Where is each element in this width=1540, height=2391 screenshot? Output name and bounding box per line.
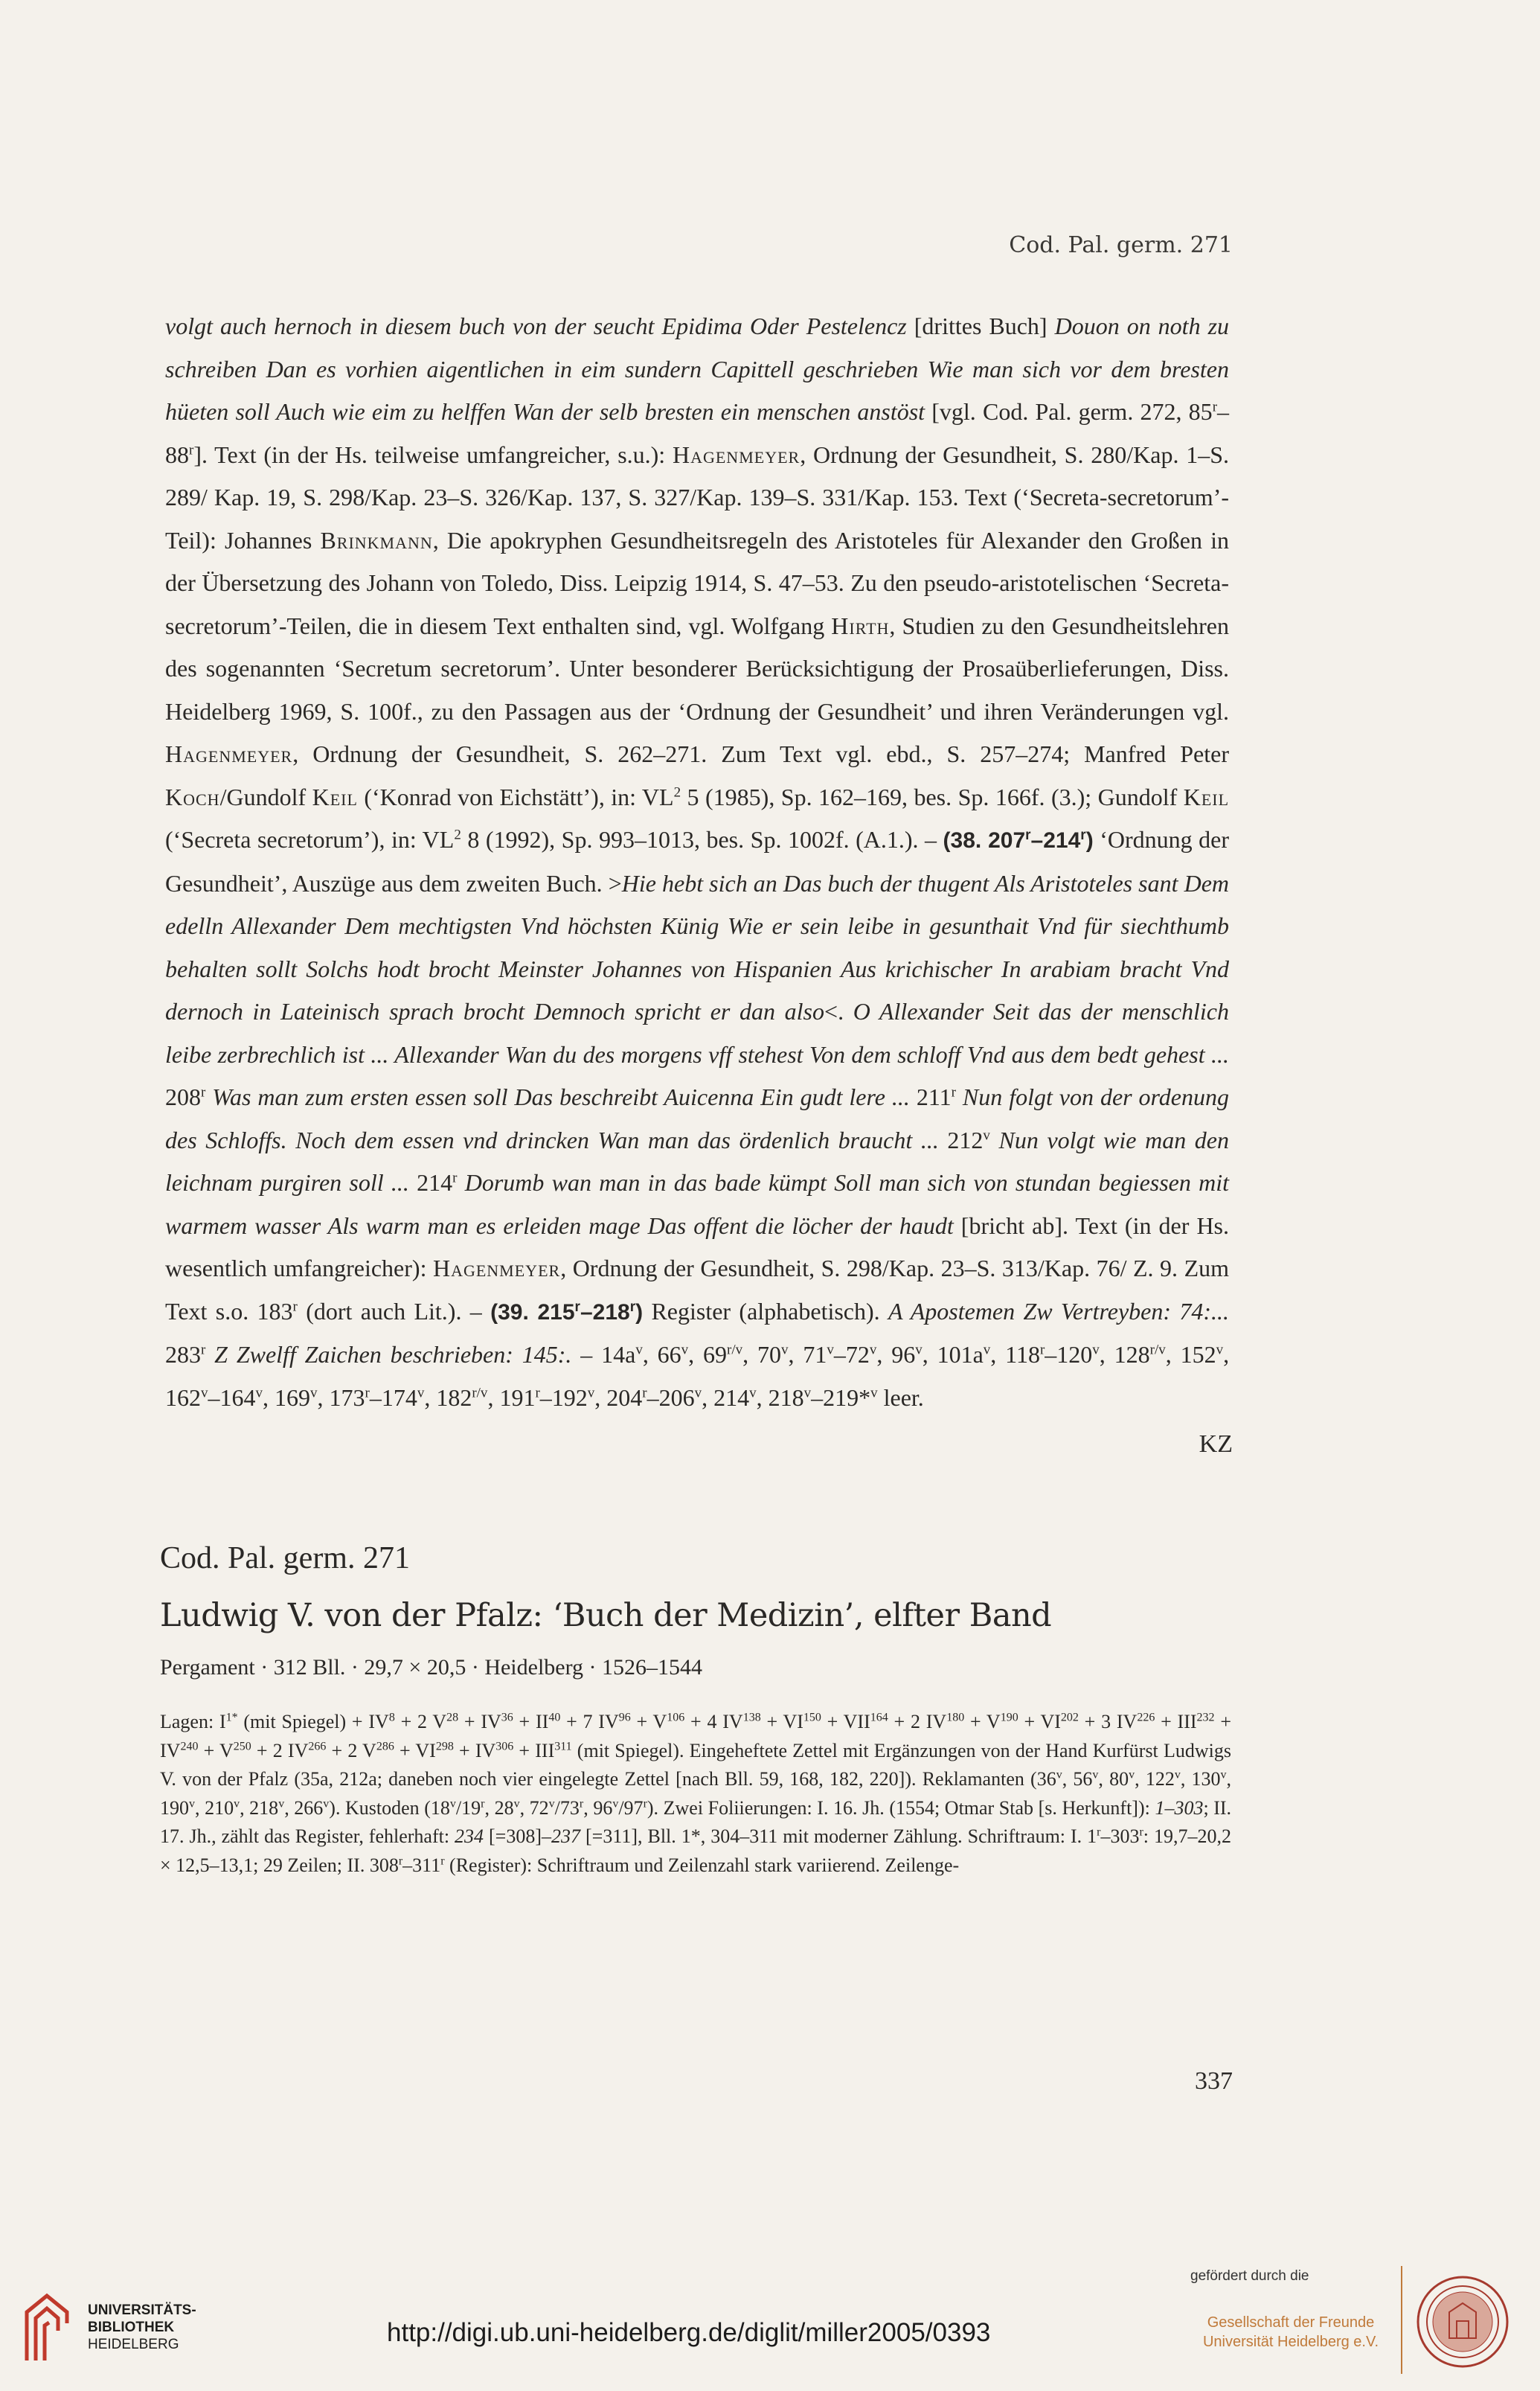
author-name: Hagenmeyer bbox=[432, 1255, 561, 1281]
text-run: ) bbox=[1085, 828, 1094, 853]
ub-heidelberg-logo-icon bbox=[21, 2290, 73, 2364]
sup: v bbox=[749, 1384, 757, 1401]
text-run: (‘Konrad von Eichstätt’), in: VL bbox=[357, 783, 674, 810]
folio-ref: , 191 bbox=[487, 1383, 536, 1411]
folio-ref: , 173 bbox=[317, 1383, 365, 1411]
sup: v bbox=[1216, 1342, 1224, 1358]
sup: r bbox=[201, 1084, 206, 1101]
folio-ref: , 101a bbox=[922, 1341, 984, 1368]
folio-ref: 283 bbox=[165, 1341, 201, 1368]
sup: r bbox=[452, 1170, 458, 1186]
text-italic: Dorumb wan man in das bade kümpt Soll man sich von stundan begiessen mit warmem wasser Als warm man es erleiden mage Das offent die löcher der haudt bbox=[165, 1169, 1230, 1239]
sup: 138 bbox=[742, 1711, 761, 1724]
sup: v bbox=[1092, 1342, 1100, 1358]
text-run: + IV bbox=[160, 1711, 1231, 1761]
text-run: (39. 215 bbox=[490, 1299, 575, 1325]
sup: v bbox=[1174, 1768, 1181, 1782]
text-run: + 2 V bbox=[394, 1711, 447, 1732]
sup: r bbox=[579, 1797, 584, 1811]
sup: v bbox=[612, 1797, 619, 1811]
text-run: , 80 bbox=[1098, 1768, 1129, 1790]
text-italic: 1–303 bbox=[1155, 1796, 1204, 1819]
text-run: , Ordnung der Gesundheit, S. 280/Kap. 1–S. 289/ Kap. 19, S. 298/Kap. 23–S. 326/Kap. 137, S. 327/Kap. 139–S. 331/Kap. 153. Text (‘Secreta-secretorum’-Teil): Johannes bbox=[165, 441, 1230, 554]
folio-ref: –206 bbox=[647, 1383, 695, 1411]
author-initials: KZ bbox=[1199, 1430, 1233, 1458]
text-run: + 4 IV bbox=[684, 1711, 743, 1732]
sup: 2 bbox=[454, 827, 461, 843]
entry-meta: Pergament · 312 Bll. · 29,7 × 20,5 · Heidelberg · 1526–1544 bbox=[160, 1655, 703, 1680]
sup: v bbox=[417, 1384, 425, 1401]
sup: 2 bbox=[673, 784, 681, 800]
text-run: + 2 IV bbox=[251, 1739, 309, 1761]
text-run: + III bbox=[1155, 1711, 1197, 1732]
text-run: , 96 bbox=[583, 1796, 613, 1819]
text-run: 8 (1992), Sp. 993–1013, bes. Sp. 1002f. (A.1.). – bbox=[461, 826, 943, 853]
text-run: + VI bbox=[394, 1739, 436, 1761]
text-run: (38. 207 bbox=[943, 828, 1026, 853]
sup: r bbox=[201, 1342, 206, 1358]
text-run: , 122 bbox=[1135, 1768, 1175, 1790]
folio-ref: , 128 bbox=[1099, 1341, 1150, 1368]
sup: v bbox=[983, 1342, 991, 1358]
text-run: –88 bbox=[165, 398, 1230, 468]
author-name: Keil bbox=[312, 783, 358, 810]
sup: v bbox=[635, 1342, 643, 1358]
body-paragraph bbox=[165, 305, 1229, 1419]
folio-ref: , 69 bbox=[688, 1341, 728, 1368]
sup: v bbox=[234, 1797, 240, 1811]
folio-ref: , 162 bbox=[165, 1341, 1230, 1411]
folio-ref: , 214 bbox=[702, 1383, 750, 1411]
text-run: + IV bbox=[458, 1711, 501, 1732]
sup: v bbox=[278, 1797, 285, 1811]
folio-ref: , 182 bbox=[424, 1383, 472, 1411]
sup: v bbox=[803, 1384, 812, 1401]
sup: v bbox=[310, 1384, 318, 1401]
sup: 226 bbox=[1137, 1711, 1155, 1724]
folio-ref: leer. bbox=[877, 1383, 924, 1411]
sup: r bbox=[643, 1797, 647, 1811]
sup: v bbox=[323, 1797, 330, 1811]
text-run: ) bbox=[635, 1299, 644, 1325]
text-run: –214 bbox=[1030, 828, 1081, 853]
text-run: ). Zwei Foliierungen: I. 16. Jh. (1554; Otmar Stab [s. Herkunft]): bbox=[647, 1796, 1155, 1819]
sup: v bbox=[915, 1342, 923, 1358]
sup: v bbox=[983, 1127, 990, 1143]
footer-divider bbox=[1401, 2266, 1402, 2374]
author-name: Keil bbox=[1183, 783, 1230, 810]
sponsor-line: Gesellschaft der Freunde bbox=[1207, 2314, 1375, 2331]
folio-ref: , 169 bbox=[263, 1383, 310, 1411]
author-name: Brinkmann bbox=[320, 526, 433, 554]
sup: v bbox=[1092, 1768, 1099, 1782]
sup: r bbox=[1039, 1342, 1045, 1358]
text-run: ]. Text (in der Hs. teilweise umfangreicher, s.u.): bbox=[193, 441, 673, 468]
folio-ref: , 204 bbox=[594, 1383, 643, 1411]
sup: v bbox=[255, 1384, 263, 1401]
sup: r bbox=[398, 1854, 403, 1868]
text-run: ‘Ordnung der Gesundheit’, Auszüge aus dem zweiten Buch. > bbox=[165, 826, 1229, 897]
sup: 28 bbox=[446, 1711, 459, 1724]
text-run: , Ordnung der Gesundheit, S. 262–271. Zum Text vgl. ebd., S. 257–274; Manfred Peter bbox=[292, 740, 1229, 767]
text-run: + 2 V bbox=[326, 1739, 376, 1761]
text-run: Register (alphabetisch). bbox=[643, 1297, 888, 1325]
sup: 180 bbox=[946, 1711, 965, 1724]
text-italic: Was man zum ersten essen soll Das beschreibt Auicenna Ein gudt lere ... bbox=[205, 1084, 910, 1110]
text-italic: A Apostemen Zw Vertreyben: 74:... bbox=[888, 1297, 1230, 1325]
folio-ref: , 152 bbox=[1165, 1341, 1216, 1368]
text-run: [=311], Bll. 1*, 304–311 mit moderner Zählung. Schriftraum: I. 1 bbox=[580, 1825, 1097, 1848]
text-run: [drittes Buch] bbox=[906, 313, 1055, 339]
text-run: , 130 bbox=[1180, 1768, 1221, 1790]
sup: 1* bbox=[225, 1711, 238, 1724]
sup: r/v bbox=[1149, 1342, 1166, 1358]
sup: r bbox=[1025, 828, 1031, 843]
sup: 202 bbox=[1060, 1711, 1079, 1724]
text-italic: Douon on noth zu schreiben Dan es vorhien aigentlichen in eim sundern Capittell geschrieben Wie man sich vor dem bresten hüeten soll Auch wie eim zu helffen Wan der selb bresten ein menschen anstöst bbox=[165, 313, 1230, 425]
text-run: ). Kustoden (18 bbox=[329, 1796, 450, 1819]
sup: v bbox=[513, 1797, 520, 1811]
section-marker-39 bbox=[490, 1300, 643, 1325]
sup: 232 bbox=[1196, 1711, 1215, 1724]
sup: r bbox=[189, 441, 194, 458]
text-run: : 19,7–20,2 × 12,5–13,1; 29 Zeilen; II. 308 bbox=[160, 1825, 1231, 1876]
sup: v bbox=[681, 1342, 689, 1358]
author-name: Hagenmeyer bbox=[672, 441, 801, 468]
author-name: Hirth bbox=[831, 612, 890, 639]
text-run: + IV bbox=[453, 1739, 496, 1761]
sup: 36 bbox=[501, 1711, 513, 1724]
text-run: , 72 bbox=[519, 1796, 549, 1819]
sup: v bbox=[694, 1384, 702, 1401]
folio-ref: –174 bbox=[369, 1383, 417, 1411]
text-run: + 7 IV bbox=[560, 1711, 619, 1732]
text-italic: Nun volgt wie man den leichnam purgiren soll ... bbox=[165, 1126, 1230, 1196]
sup: r bbox=[535, 1384, 540, 1401]
text-run: [=308]– bbox=[484, 1825, 552, 1848]
sup: r bbox=[365, 1384, 370, 1401]
text-italic: Hie hebt sich an Das buch der thugent Als Aristoteles sant Dem edelln Allexander Dem mechtigsten Vnd höchsten Künig Wie er sein leibe in gesunthait Vnd für siechthumb behalten sollt Solchs hodt brocht Meinster Johannes von Hispanien Aus krichischer In arabiam bracht Vnd dernoch in Lateinisch sprach brocht Demnoch spricht er dan also bbox=[165, 869, 1230, 1025]
sup: r/v bbox=[727, 1342, 743, 1358]
author-name: Hagenmeyer bbox=[165, 740, 293, 767]
sup: r bbox=[440, 1854, 445, 1868]
folio-ref: – 14a bbox=[571, 1341, 636, 1368]
text-run: + VII bbox=[821, 1711, 870, 1732]
folio-ref: –192 bbox=[539, 1383, 588, 1411]
text-run: <. bbox=[824, 998, 853, 1025]
body-text bbox=[165, 305, 1229, 1419]
sup: r bbox=[292, 1298, 298, 1314]
text-run: , 190 bbox=[160, 1768, 1232, 1819]
sup: v bbox=[869, 1342, 877, 1358]
text-run: (mit Spiegel) + IV bbox=[237, 1711, 389, 1732]
folio-ref: 211 bbox=[909, 1084, 952, 1110]
sup: 240 bbox=[180, 1739, 199, 1753]
sup: 298 bbox=[435, 1739, 454, 1753]
folio-ref: –72 bbox=[833, 1341, 870, 1368]
text-run: ; II. 17. Jh., zählt das Register, fehlerhaft: bbox=[160, 1796, 1232, 1848]
library-name bbox=[88, 2302, 196, 2353]
folio-ref: 214 bbox=[408, 1169, 453, 1196]
shelfmark: Cod. Pal. germ. 271 bbox=[160, 1541, 410, 1575]
sup: r bbox=[642, 1384, 647, 1401]
text-run: , 218 bbox=[240, 1796, 279, 1819]
library-name-line: BIBLIOTHEK bbox=[88, 2320, 175, 2335]
page-number: 337 bbox=[1195, 2067, 1233, 2095]
text-run: , 210 bbox=[195, 1796, 234, 1819]
text-run: (dort auch Lit.). – bbox=[297, 1297, 491, 1325]
sup: v bbox=[449, 1797, 456, 1811]
sup: v bbox=[548, 1797, 555, 1811]
sup: v bbox=[827, 1342, 834, 1358]
sponsor-name bbox=[1190, 2313, 1391, 2352]
sup: 150 bbox=[803, 1711, 821, 1724]
entry-title: Ludwig V. von der Pfalz: ‘Buch der Medizin’, elfter Band bbox=[160, 1597, 1052, 1634]
text-run: /97 bbox=[618, 1796, 644, 1819]
folio-ref: –120 bbox=[1045, 1341, 1093, 1368]
sup: 40 bbox=[548, 1711, 561, 1724]
permalink-url[interactable]: http://digi.ub.uni-heidelberg.de/diglit/miller2005/0393 bbox=[387, 2318, 991, 2347]
sup: 311 bbox=[554, 1739, 572, 1753]
folio-ref: –164 bbox=[208, 1383, 256, 1411]
running-head: Cod. Pal. germ. 271 bbox=[1009, 232, 1233, 258]
sup: v bbox=[870, 1384, 878, 1401]
sup: 8 bbox=[388, 1711, 395, 1724]
sup: r bbox=[1080, 828, 1086, 843]
text-run: Lagen: I bbox=[160, 1711, 226, 1732]
codicological-description bbox=[160, 1708, 1231, 1881]
sup: r bbox=[1097, 1825, 1101, 1839]
sup: 266 bbox=[308, 1739, 327, 1753]
university-seal-icon bbox=[1416, 2275, 1509, 2369]
sup: v bbox=[1056, 1768, 1062, 1782]
text-run: [bricht ab]. Text (in der Hs. wesentlich umfangreicher): bbox=[165, 1211, 1230, 1281]
text-run: , Ordnung der Gesundheit, S. 298/Kap. 23–S. 313/Kap. 76/ Z. 9. Zum Text s.o. 183 bbox=[165, 1255, 1230, 1325]
text-run: (mit Spiegel). Eingeheftete Zettel mit Ergänzungen von der Hand Kurfürst Ludwigs V. von der Pfalz (35a, 212a; daneben noch vier eingelegte Zettel [nach Bll. 59, 168, 182, 220]). Reklamanten (36 bbox=[160, 1739, 1231, 1790]
text-run: + V bbox=[964, 1711, 1001, 1732]
text-run: + V bbox=[198, 1739, 234, 1761]
text-run: , Die apokryphen Gesundheitsregeln des Aristoteles für Alexander den Großen in der Übersetzung des Johann von Toledo, Diss. Leipzig 1914, S. 47–53. Zu den pseudo-aristotelischen ‘Secreta-secretorum’-Teilen, die in diesem Text enthalten sind, vgl. Wolfgang bbox=[165, 526, 1230, 639]
sup: 286 bbox=[376, 1739, 394, 1753]
text-run: + VI bbox=[1018, 1711, 1061, 1732]
text-run: 5 (1985), Sp. 162–169, bes. Sp. 166f. (3.); Gundolf bbox=[681, 783, 1184, 810]
sup: r bbox=[951, 1084, 956, 1101]
text-run: [vgl. Cod. Pal. germ. 272, 85 bbox=[925, 398, 1213, 425]
sup: r bbox=[481, 1797, 485, 1811]
folio-ref: , 71 bbox=[788, 1341, 827, 1368]
author-name: Koch bbox=[165, 783, 220, 810]
sup: r bbox=[629, 1299, 636, 1315]
folio-ref: 208 bbox=[165, 1084, 201, 1110]
text-italic: 237 bbox=[551, 1825, 581, 1848]
text-run: –311 bbox=[402, 1854, 441, 1876]
text-run: –218 bbox=[580, 1299, 630, 1325]
text-run: + III bbox=[513, 1739, 555, 1761]
text-run: /Gundolf bbox=[219, 783, 312, 810]
text-run: , 266 bbox=[284, 1796, 324, 1819]
text-run: + 3 IV bbox=[1078, 1711, 1138, 1732]
sup: 306 bbox=[495, 1739, 514, 1753]
sup: v bbox=[1129, 1768, 1135, 1782]
text-run: /19 bbox=[455, 1796, 481, 1819]
sup: r bbox=[1212, 399, 1218, 415]
sup: r/v bbox=[472, 1384, 488, 1401]
sup: r bbox=[574, 1299, 580, 1315]
sup: v bbox=[781, 1342, 789, 1358]
catalog-entry-header bbox=[160, 1540, 1231, 1680]
folio-ref: , 66 bbox=[642, 1341, 681, 1368]
text-run: , 28 bbox=[484, 1796, 514, 1819]
sup: 164 bbox=[870, 1711, 888, 1724]
text-run: , 56 bbox=[1062, 1768, 1093, 1790]
text-run: /73 bbox=[554, 1796, 580, 1819]
folio-ref: , 96 bbox=[876, 1341, 916, 1368]
library-name-line: UNIVERSITÄTS- bbox=[88, 2302, 196, 2318]
folio-ref: , 70 bbox=[742, 1341, 781, 1368]
section-marker-38 bbox=[943, 828, 1094, 853]
text-italic: volgt auch hernoch in diesem buch von der seucht Epidima Oder Pestelencz bbox=[165, 313, 907, 339]
text-run: (‘Secreta secretorum’), in: VL bbox=[165, 826, 455, 853]
sup: 96 bbox=[618, 1711, 631, 1724]
text-italic: O Allexander Seit das der menschlich leibe zerbrechlich ist ... Allexander Wan du des morgens vff stehest Von dem schloff Vnd aus dem bedt gehest ... bbox=[165, 998, 1230, 1068]
sponsor-lead-text: gefördert durch die bbox=[1190, 2268, 1309, 2284]
text-italic: 234 bbox=[455, 1825, 484, 1848]
text-run: + V bbox=[630, 1711, 667, 1732]
text-run: + VI bbox=[760, 1711, 803, 1732]
text-run: , Studien zu den Gesundheitslehren des sogenannten ‘Secretum secretorum’. Unter besonderer Berücksichtigung der Prosaüberlieferungen, Diss. Heidelberg 1969, S. 100f., zu den Passagen aus der ‘Ordnung der Gesundheit’ und ihren Veränderungen vgl. bbox=[165, 612, 1230, 725]
sup: v bbox=[201, 1384, 208, 1401]
library-name-line: HEIDELBERG bbox=[88, 2337, 179, 2352]
text-run: + 2 IV bbox=[888, 1711, 947, 1732]
sup: 106 bbox=[667, 1711, 685, 1724]
folio-ref: , 118 bbox=[990, 1341, 1040, 1368]
folio-ref: , 218 bbox=[756, 1383, 804, 1411]
sup: v bbox=[587, 1384, 595, 1401]
sup: 250 bbox=[233, 1739, 251, 1753]
sup: 190 bbox=[1000, 1711, 1018, 1724]
text-italic: Z Zwelff Zaichen beschrieben: 145:. bbox=[205, 1341, 572, 1368]
text-run: + II bbox=[513, 1711, 549, 1732]
sup: v bbox=[189, 1797, 195, 1811]
folio-ref: 212 bbox=[938, 1126, 984, 1153]
text-run: (Register): Schriftraum und Zeilenzahl stark variierend. Zeilenge- bbox=[444, 1854, 960, 1876]
sup: r bbox=[1139, 1825, 1143, 1839]
sup: v bbox=[1220, 1768, 1227, 1782]
text-italic: Nun folgt von der ordenung des Schloffs. Noch dem essen vnd drincken Wan man das ördenlich braucht ... bbox=[165, 1084, 1230, 1153]
text-run: –303 bbox=[1100, 1825, 1140, 1848]
sponsor-line: Universität Heidelberg e.V. bbox=[1202, 2334, 1379, 2350]
folio-ref: –219* bbox=[811, 1383, 871, 1411]
digitization-footer bbox=[0, 2244, 1540, 2391]
